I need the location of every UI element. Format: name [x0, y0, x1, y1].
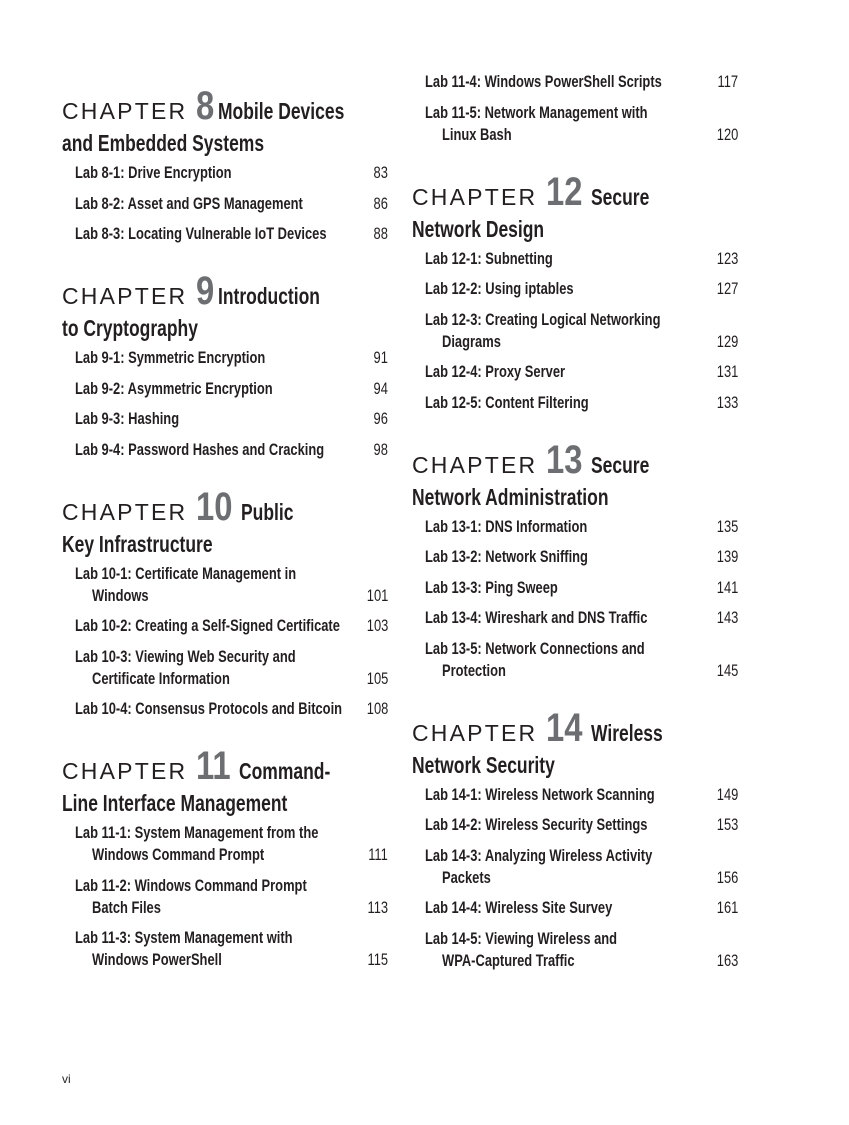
entry-page-number: 123: [716, 248, 738, 268]
entry-title-text: Windows PowerShell: [92, 950, 222, 969]
entry-page-number: 111: [368, 845, 388, 864]
entry-page-number: 91: [373, 348, 388, 367]
entry-title-text: Lab 14-2: Wireless Security Settings: [425, 815, 648, 834]
chapter-label: CHAPTER: [412, 451, 538, 478]
chapter-section: [412, 169, 738, 414]
entry-title-line: [425, 392, 738, 414]
chapter-heading: [62, 84, 388, 157]
chapter-number: 9: [195, 269, 215, 313]
entry-title-line: [425, 928, 738, 950]
chapter-number: 8: [195, 84, 215, 128]
chapter-section: [62, 84, 388, 245]
entry-title-text: Lab 11-3: System Management with: [75, 928, 293, 947]
entry-title-line: [425, 784, 738, 806]
chapter-heading: [62, 484, 388, 558]
entry-title-line: [75, 822, 388, 844]
entry-title-text: Windows Command Prompt: [92, 845, 265, 864]
chapter-section: [62, 269, 388, 461]
entry-title-text: Lab 9-4: Password Hashes and Cracking: [75, 439, 325, 459]
toc-entry[interactable]: [62, 646, 388, 690]
entry-page-number: 115: [367, 950, 388, 969]
toc-entry[interactable]: [412, 392, 738, 414]
entry-page-number: 120: [716, 124, 738, 144]
chapter-title-line2: and Embedded Systems: [62, 130, 265, 156]
entry-title-text: Lab 13-3: Ping Sweep: [425, 577, 558, 597]
toc-entry[interactable]: [62, 378, 388, 400]
entry-page-number: 98: [373, 439, 388, 459]
entry-title-line: [75, 408, 388, 430]
toc-entry[interactable]: [412, 516, 738, 538]
entry-page-number: 129: [716, 331, 738, 351]
toc-entry[interactable]: [62, 408, 388, 430]
entry-title-line: [75, 844, 388, 866]
entry-page-number: 101: [366, 585, 388, 605]
chapter-heading: [62, 269, 388, 342]
entry-title-line: [425, 331, 738, 353]
chapter-title-line2: Network Administration: [412, 483, 609, 510]
chapter-section: [62, 484, 388, 721]
entry-title-text: Lab 13-5: Network Connections and: [425, 638, 645, 658]
entry-page-number: 163: [716, 950, 738, 970]
chapter-section: [412, 71, 738, 146]
chapter-label: CHAPTER: [62, 498, 188, 525]
entry-title-text: Lab 12-4: Proxy Server: [425, 362, 566, 381]
chapter-title-line2: Network Security: [412, 751, 555, 778]
entry-title-line: [75, 585, 388, 607]
page-number-footer: vi: [62, 1072, 71, 1086]
entry-title-text: Packets: [442, 867, 491, 887]
entry-title-line: [75, 347, 388, 369]
entry-page-number: 141: [716, 577, 738, 597]
chapter-label: CHAPTER: [412, 183, 538, 210]
toc-entry[interactable]: [62, 822, 388, 866]
toc-entry[interactable]: [412, 102, 738, 146]
chapter-title-line1: Mobile Devices: [218, 98, 345, 124]
entry-title-line: [75, 223, 388, 245]
toc-entry[interactable]: [62, 927, 388, 971]
chapter-title-line2: Key Infrastructure: [62, 530, 213, 557]
entry-title-line: [425, 867, 738, 889]
entry-title-line: [75, 439, 388, 461]
toc-entry[interactable]: [62, 439, 388, 461]
chapter-heading: [62, 744, 388, 817]
entry-title-text: Lab 11-5: Network Management with: [425, 102, 648, 122]
entry-title-line: [75, 615, 388, 637]
entry-title-text: Lab 12-1: Subnetting: [425, 248, 553, 268]
toc-column-left: [62, 84, 388, 980]
toc-entry[interactable]: [412, 248, 738, 270]
toc-entry[interactable]: [412, 361, 738, 383]
entry-title-line: [425, 607, 738, 629]
entry-title-text: Lab 14-5: Viewing Wireless and: [425, 928, 618, 948]
entry-title-text: Lab 10-3: Viewing Web Security and: [75, 646, 296, 666]
chapter-label: CHAPTER: [62, 758, 188, 784]
entry-title-text: Lab 10-2: Creating a Self-Signed Certificate: [75, 616, 340, 635]
chapter-section: [412, 437, 738, 682]
chapter-label: CHAPTER: [62, 283, 188, 309]
entry-title-text: Lab 14-1: Wireless Network Scanning: [425, 784, 655, 804]
entry-title-text: Lab 10-1: Certificate Management in: [75, 563, 297, 583]
entry-title-line: [425, 950, 738, 972]
toc-entry[interactable]: [412, 897, 738, 919]
entry-title-text: Lab 11-1: System Management from the: [75, 823, 319, 842]
entry-title-line: [75, 897, 388, 919]
entry-title-text: Lab 9-2: Asymmetric Encryption: [75, 378, 273, 398]
chapter-title-line2: Network Design: [412, 215, 545, 242]
entry-title-text: Lab 8-2: Asset and GPS Management: [75, 193, 303, 213]
entry-title-text: Lab 9-3: Hashing: [75, 409, 180, 428]
entry-title-text: Linux Bash: [442, 124, 512, 144]
entry-title-text: Lab 14-4: Wireless Site Survey: [425, 898, 613, 917]
chapter-title-line1: Secure: [590, 451, 650, 478]
entry-title-line: [425, 546, 738, 568]
entry-title-line: [425, 660, 738, 682]
chapter-number: 10: [195, 484, 233, 529]
entry-title-text: Lab 12-5: Content Filtering: [425, 392, 589, 412]
chapter-heading: [412, 169, 738, 243]
chapter-heading: [412, 437, 738, 511]
entry-title-line: [425, 814, 738, 836]
toc-entry[interactable]: [412, 814, 738, 836]
toc-entry[interactable]: [412, 928, 738, 972]
entry-page-number: 127: [716, 279, 738, 298]
entry-page-number: 143: [716, 608, 738, 627]
entry-title-text: Lab 14-3: Analyzing Wireless Activity: [425, 845, 653, 865]
toc-entry[interactable]: [412, 845, 738, 889]
entry-page-number: 113: [367, 897, 388, 917]
entry-title-text: Diagrams: [442, 331, 501, 351]
entry-title-line: [425, 102, 738, 124]
entry-page-number: 103: [366, 616, 388, 635]
chapter-number: 11: [195, 744, 231, 788]
entry-page-number: 86: [373, 193, 388, 213]
chapter-section: [62, 744, 388, 971]
entry-title-line: [75, 875, 388, 897]
entry-title-text: Lab 13-4: Wireshark and DNS Traffic: [425, 608, 648, 627]
chapter-number: 13: [545, 437, 583, 482]
toc-entry[interactable]: [62, 223, 388, 245]
chapter-title-line1: Wireless: [590, 719, 663, 746]
entry-page-number: 149: [716, 784, 738, 804]
chapter-label: CHAPTER: [62, 98, 188, 124]
chapter-title-line2: Line Interface Management: [62, 790, 288, 816]
entry-title-line: [425, 845, 738, 867]
entry-page-number: 96: [373, 409, 388, 428]
entry-title-text: Batch Files: [92, 897, 161, 917]
toc-entry[interactable]: [412, 577, 738, 599]
entry-title-text: Lab 11-4: Windows PowerShell Scripts: [425, 72, 662, 91]
entry-title-text: Lab 9-1: Symmetric Encryption: [75, 348, 266, 367]
entry-title-text: Protection: [442, 660, 506, 680]
entry-page-number: 94: [373, 378, 388, 398]
toc-entry[interactable]: [412, 607, 738, 629]
entry-title-text: Windows: [92, 585, 149, 605]
entry-title-line: [425, 248, 738, 270]
entry-title-text: Lab 8-1: Drive Encryption: [75, 163, 232, 182]
entry-title-line: [75, 162, 388, 184]
entry-title-text: Certificate Information: [92, 668, 230, 688]
entry-title-text: WPA-Captured Traffic: [442, 950, 575, 970]
entry-title-line: [75, 646, 388, 668]
toc-entry[interactable]: [412, 309, 738, 353]
chapter-title-line1: Command-: [238, 758, 330, 784]
entry-title-line: [75, 378, 388, 400]
entry-title-text: Lab 12-2: Using iptables: [425, 279, 574, 298]
entry-title-text: Lab 12-3: Creating Logical Networking: [425, 309, 661, 329]
toc-entry[interactable]: [62, 563, 388, 607]
toc-entry[interactable]: [62, 698, 388, 720]
entry-title-text: Lab 11-2: Windows Command Prompt: [75, 875, 307, 895]
chapter-heading: [412, 705, 738, 779]
entry-title-line: [425, 361, 738, 383]
entry-title-line: [75, 668, 388, 690]
entry-page-number: 88: [373, 224, 388, 243]
entry-title-line: [425, 71, 738, 93]
entry-page-number: 131: [716, 362, 738, 381]
entry-page-number: 153: [716, 815, 738, 834]
toc-column-right: [412, 71, 738, 980]
toc-entry[interactable]: [412, 278, 738, 300]
entry-title-line: [75, 927, 388, 949]
entry-title-line: [425, 897, 738, 919]
toc-entry[interactable]: [62, 875, 388, 919]
toc-entry[interactable]: [62, 347, 388, 369]
toc-entry[interactable]: [412, 546, 738, 568]
chapter-title-line1: Introduction: [218, 283, 321, 309]
entry-title-line: [425, 516, 738, 538]
toc-entry[interactable]: [62, 162, 388, 184]
entry-page-number: 83: [373, 163, 388, 182]
entry-page-number: 108: [366, 699, 388, 718]
toc-entry[interactable]: [62, 193, 388, 215]
entry-title-line: [425, 278, 738, 300]
entry-title-line: [75, 563, 388, 585]
entry-page-number: 161: [716, 898, 738, 917]
chapter-label: CHAPTER: [412, 719, 538, 746]
chapter-title-line1: Secure: [590, 183, 650, 210]
toc-entry[interactable]: [412, 71, 738, 93]
toc-entry[interactable]: [62, 615, 388, 637]
entry-page-number: 145: [716, 660, 738, 680]
entry-title-line: [425, 638, 738, 660]
entry-title-line: [425, 577, 738, 599]
entry-title-line: [425, 124, 738, 146]
entry-page-number: 139: [716, 547, 738, 566]
chapter-number: 14: [545, 705, 583, 750]
entry-title-text: Lab 10-4: Consensus Protocols and Bitcoin: [75, 699, 343, 718]
entry-title-line: [75, 698, 388, 720]
toc-entry[interactable]: [412, 638, 738, 682]
chapter-section: [412, 705, 738, 972]
entry-title-text: Lab 8-3: Locating Vulnerable IoT Devices: [75, 224, 327, 243]
entry-page-number: 105: [366, 668, 388, 688]
entry-title-text: Lab 13-2: Network Sniffing: [425, 547, 588, 566]
entry-title-line: [75, 193, 388, 215]
entry-title-text: Lab 13-1: DNS Information: [425, 516, 588, 536]
chapter-title-line1: Public: [240, 498, 294, 525]
chapter-title-line2: to Cryptography: [62, 315, 198, 341]
entry-title-line: [75, 949, 388, 971]
entry-title-line: [425, 309, 738, 331]
entry-page-number: 156: [716, 867, 738, 887]
entry-page-number: 135: [716, 516, 738, 536]
entry-page-number: 133: [716, 392, 738, 412]
entry-page-number: 117: [717, 72, 738, 91]
chapter-number: 12: [545, 169, 583, 214]
toc-entry[interactable]: [412, 784, 738, 806]
